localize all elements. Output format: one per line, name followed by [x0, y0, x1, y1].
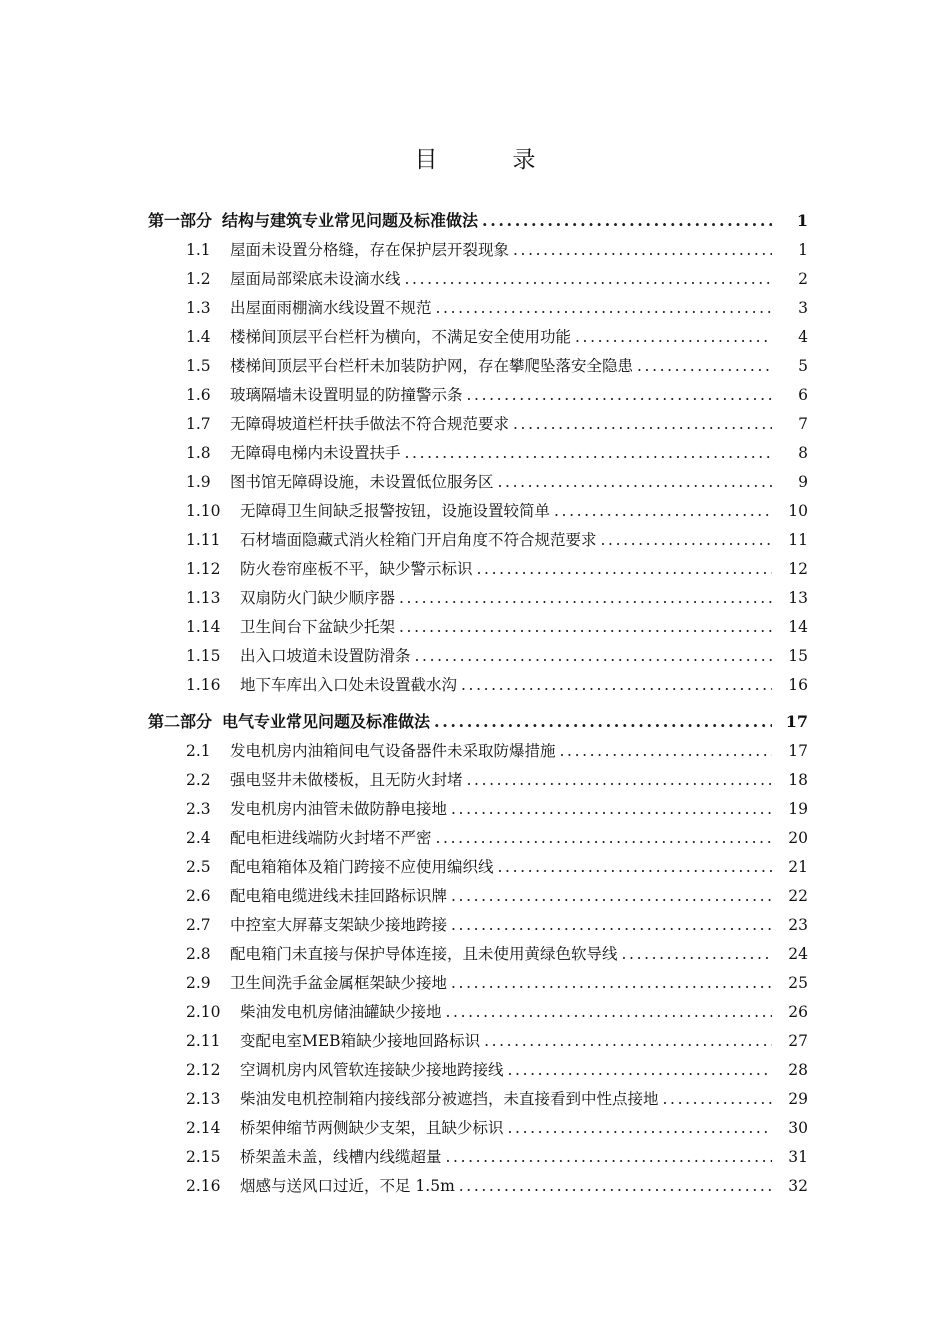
toc-part-label: [148, 707, 430, 737]
toc-page-number: 24: [788, 945, 808, 963]
toc-entry[interactable]: [0, 555, 950, 584]
toc-entry-title: 空调机房内风管软连接缺少接地跨接线: [240, 1061, 504, 1079]
toc-entry-number: 1.13: [186, 589, 221, 607]
toc-entry-title: 桥架伸缩节两侧缺少支架，且缺少标识: [240, 1119, 504, 1137]
toc-entry-number: 1.10: [186, 502, 221, 520]
toc-entry[interactable]: [0, 1143, 950, 1172]
toc-leader-dots: [446, 1143, 772, 1172]
toc-entry-title: 无障碍坡道栏杆扶手做法不符合规范要求: [230, 415, 510, 433]
toc-leader-dots: [482, 206, 772, 236]
toc-leader-dots: [622, 940, 772, 969]
toc-entry[interactable]: [0, 1027, 950, 1056]
toc-page-number: 5: [798, 357, 808, 375]
toc-entry-number: 1.15: [186, 647, 221, 665]
toc-leader-dots: [405, 265, 772, 294]
toc-entry[interactable]: [0, 882, 950, 911]
toc-entry[interactable]: [0, 352, 950, 381]
toc-entry-number: 1.6: [186, 386, 211, 404]
toc-leader-dots: [451, 911, 772, 940]
toc-entry[interactable]: [0, 795, 950, 824]
toc-leader-dots: [451, 882, 772, 911]
toc-entry-number: 2.15: [186, 1148, 221, 1166]
toc-entry-number: 1.9: [186, 473, 211, 491]
toc-entry[interactable]: [0, 381, 950, 410]
toc-entry-title: 卫生间洗手盆金属框架缺少接地: [230, 974, 448, 992]
toc-leader-dots: [575, 323, 772, 352]
toc-entry-number: 2.3: [186, 800, 211, 818]
toc-part-entry[interactable]: [0, 707, 950, 737]
toc-page-number: 15: [788, 647, 808, 665]
toc-page-number: 13: [788, 589, 808, 607]
toc-entry-number: 1.7: [186, 415, 211, 433]
toc-leader-dots: [459, 1172, 772, 1201]
toc-entry-number: 2.8: [186, 945, 211, 963]
toc-leader-dots: [436, 294, 772, 323]
toc-leader-dots: [554, 497, 772, 526]
toc-page-number: 7: [798, 415, 808, 433]
toc-entry-number: 2.16: [186, 1177, 221, 1195]
toc-entry[interactable]: [0, 766, 950, 795]
toc-entry[interactable]: [0, 671, 950, 700]
toc-entry-title: 柴油发电机房储油罐缺少接地: [240, 1003, 442, 1021]
toc-entry[interactable]: [0, 439, 950, 468]
toc-entry-number: 2.14: [186, 1119, 221, 1137]
toc-entry-title: 屋面未设置分格缝，存在保护层开裂现象: [230, 241, 510, 259]
toc-leader-dots: [484, 1027, 772, 1056]
toc-entry-number: 2.1: [186, 742, 211, 760]
toc-part-entry[interactable]: [0, 206, 950, 236]
toc-page-number: 1: [796, 211, 808, 230]
toc-part-title: 电气专业常见问题及标准做法: [222, 712, 431, 731]
toc-entry-number: 1.16: [186, 676, 221, 694]
toc-entry-title: 配电柜进线端防火封堵不严密: [230, 829, 432, 847]
toc-page-number: 32: [788, 1177, 808, 1195]
toc-entry[interactable]: [0, 737, 950, 766]
toc-leader-dots: [477, 555, 772, 584]
toc-leader-dots: [513, 236, 772, 265]
toc-entry-title: 图书馆无障碍设施，未设置低位服务区: [230, 473, 494, 491]
toc-entry-number: 2.10: [186, 1003, 221, 1021]
toc-entry-title: 楼梯间顶层平台栏杆未加装防护网，存在攀爬坠落安全隐患: [230, 357, 634, 375]
toc-entry-number: 1.8: [186, 444, 211, 462]
toc-page-number: 4: [798, 328, 808, 346]
toc-leader-dots: [508, 1056, 772, 1085]
toc-entry-number: 2.7: [186, 916, 211, 934]
toc-leader-dots: [560, 737, 772, 766]
toc-entry[interactable]: [0, 584, 950, 613]
toc-entry-title: 烟感与送风口过近，不足 1.5m: [240, 1177, 455, 1195]
toc-entry-number: 2.9: [186, 974, 211, 992]
toc-entry-title: 出入口坡道未设置防滑条: [240, 647, 411, 665]
toc-part-label: [148, 206, 478, 236]
toc-page-number: 19: [788, 800, 808, 818]
toc-page-number: 25: [788, 974, 808, 992]
toc-entry-title: 配电箱电缆进线未挂回路标识牌: [230, 887, 448, 905]
toc-page-number: 1: [798, 241, 808, 259]
toc-entry-title: 配电箱箱体及箱门跨接不应使用编织线: [230, 858, 494, 876]
table-of-contents: [0, 206, 950, 1208]
toc-page-number: 21: [788, 858, 808, 876]
toc-page-number: 28: [788, 1061, 808, 1079]
toc-leader-dots: [451, 969, 772, 998]
toc-page-number: 16: [788, 676, 808, 694]
toc-entry[interactable]: [0, 853, 950, 882]
toc-entry-number: 2.6: [186, 887, 211, 905]
toc-entry-title: 防火卷帘座板不平，缺少警示标识: [240, 560, 473, 578]
toc-entry[interactable]: [0, 236, 950, 265]
page-title: 目 录: [414, 147, 562, 173]
toc-entry-number: 2.5: [186, 858, 211, 876]
toc-page-number: 31: [788, 1148, 808, 1166]
toc-leader-dots: [663, 1085, 772, 1114]
toc-entry-number: 1.14: [186, 618, 221, 636]
toc-page-number: 12: [788, 560, 808, 578]
toc-entry-title: 柴油发电机控制箱内接线部分被遮挡，未直接看到中性点接地: [240, 1090, 659, 1108]
toc-entry[interactable]: [0, 526, 950, 555]
toc-leader-dots: [415, 642, 772, 671]
toc-page-number: 10: [788, 502, 808, 520]
toc-entry-number: 1.3: [186, 299, 211, 317]
toc-part-number: 第一部分: [148, 211, 213, 230]
toc-page-number: 17: [788, 742, 808, 760]
toc-leader-dots: [498, 468, 772, 497]
toc-entry-title: 地下车库出入口处未设置截水沟: [240, 676, 458, 694]
toc-entry-title: 石材墙面隐藏式消火栓箱门开启角度不符合规范要求: [240, 531, 597, 549]
toc-entry[interactable]: [0, 1085, 950, 1114]
toc-entry-title: 无障碍卫生间缺乏报警按钮，设施设置较简单: [240, 502, 551, 520]
toc-entry[interactable]: [0, 468, 950, 497]
toc-page-number: 20: [788, 829, 808, 847]
toc-entry-number: 1.2: [186, 270, 211, 288]
toc-page-number: 8: [798, 444, 808, 462]
toc-entry-title: 桥架盖未盖，线槽内线缆超量: [240, 1148, 442, 1166]
toc-entry-number: 2.13: [186, 1090, 221, 1108]
toc-entry-title: 中控室大屏幕支架缺少接地跨接: [230, 916, 448, 934]
toc-entry-number: 2.4: [186, 829, 211, 847]
toc-page-number: 29: [788, 1090, 808, 1108]
toc-page-number: 11: [788, 531, 808, 549]
toc-leader-dots: [498, 853, 772, 882]
toc-leader-dots: [434, 707, 772, 737]
toc-entry-title: 卫生间台下盆缺少托架: [240, 618, 396, 636]
toc-entry[interactable]: [0, 940, 950, 969]
toc-leader-dots: [513, 410, 772, 439]
toc-entry[interactable]: [0, 294, 950, 323]
toc-entry-title: 双扇防火门缺少顺序器: [240, 589, 396, 607]
toc-entry-title: 无障碍电梯内未设置扶手: [230, 444, 401, 462]
toc-leader-dots: [446, 998, 772, 1027]
toc-entry-number: 1.4: [186, 328, 211, 346]
toc-leader-dots: [405, 439, 772, 468]
toc-leader-dots: [637, 352, 772, 381]
toc-entry-number: 2.11: [186, 1032, 221, 1050]
toc-page-number: 23: [788, 916, 808, 934]
toc-entry-title: 屋面局部梁底未设滴水线: [230, 270, 401, 288]
toc-entry[interactable]: [0, 642, 950, 671]
toc-entry-title: 强电竖井未做楼板，且无防火封堵: [230, 771, 463, 789]
toc-entry-title: 变配电室MEB箱缺少接地回路标识: [240, 1032, 481, 1050]
toc-entry[interactable]: [0, 410, 950, 439]
toc-entry[interactable]: [0, 969, 950, 998]
toc-page-number: 27: [788, 1032, 808, 1050]
toc-entry-number: 1.1: [186, 241, 211, 259]
toc-leader-dots: [399, 584, 772, 613]
toc-entry[interactable]: [0, 1056, 950, 1085]
toc-part-title: 结构与建筑专业常见问题及标准做法: [222, 211, 479, 230]
toc-page-number: 9: [798, 473, 808, 491]
toc-leader-dots: [399, 613, 772, 642]
toc-entry[interactable]: [0, 613, 950, 642]
toc-entry-number: 2.12: [186, 1061, 221, 1079]
toc-leader-dots: [436, 824, 772, 853]
toc-page-number: 26: [788, 1003, 808, 1021]
toc-entry-number: 1.11: [186, 531, 221, 549]
toc-entry[interactable]: [0, 323, 950, 352]
toc-page-number: 22: [788, 887, 808, 905]
toc-page-number: 3: [798, 299, 808, 317]
toc-page-number: 18: [788, 771, 808, 789]
toc-entry-number: 2.2: [186, 771, 211, 789]
toc-leader-dots: [508, 1114, 772, 1143]
toc-entry-title: 楼梯间顶层平台栏杆为横向，不满足安全使用功能: [230, 328, 572, 346]
toc-page-number: 6: [798, 386, 808, 404]
toc-entry-title: 发电机房内油箱间电气设备器件未采取防爆措施: [230, 742, 556, 760]
toc-entry-title: 配电箱门未直接与保护导体连接，且未使用黄绿色软导线: [230, 945, 618, 963]
toc-entry[interactable]: [0, 1114, 950, 1143]
toc-entry[interactable]: [0, 265, 950, 294]
toc-entry[interactable]: [0, 911, 950, 940]
toc-entry-title: 出屋面雨棚滴水线设置不规范: [230, 299, 432, 317]
toc-leader-dots: [601, 526, 772, 555]
toc-leader-dots: [451, 795, 772, 824]
toc-entry[interactable]: [0, 497, 950, 526]
toc-entry[interactable]: [0, 1172, 950, 1201]
toc-leader-dots: [467, 766, 772, 795]
toc-part-number: 第二部分: [148, 712, 213, 731]
toc-page-number: 2: [798, 270, 808, 288]
toc-page-number: 14: [788, 618, 808, 636]
toc-entry-title: 发电机房内油管未做防静电接地: [230, 800, 448, 818]
toc-leader-dots: [467, 381, 772, 410]
toc-entry[interactable]: [0, 998, 950, 1027]
toc-entry-title: 玻璃隔墙未设置明显的防撞警示条: [230, 386, 463, 404]
toc-entry-number: 1.12: [186, 560, 221, 578]
toc-page-number: 17: [785, 712, 808, 731]
toc-leader-dots: [461, 671, 772, 700]
toc-page-number: 30: [788, 1119, 808, 1137]
toc-entry-number: 1.5: [186, 357, 211, 375]
toc-entry[interactable]: [0, 824, 950, 853]
